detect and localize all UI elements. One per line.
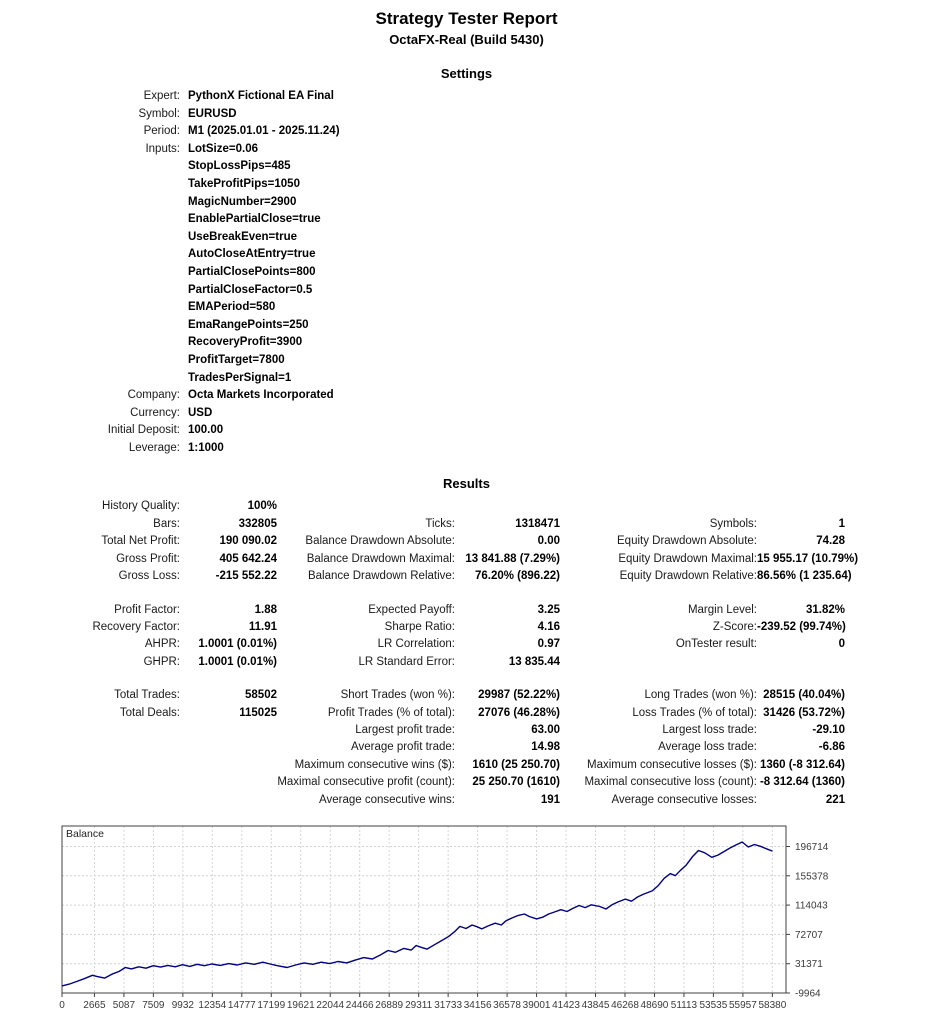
y-tick-label: 155378 <box>795 871 829 883</box>
x-tick-label: 0 <box>59 999 65 1011</box>
result-value: 0.97 <box>537 638 560 651</box>
result-label: Gross Loss: <box>118 570 180 583</box>
result-value: 1.0001 (0.01%) <box>198 655 277 668</box>
settings-row <box>0 334 933 352</box>
settings-row <box>0 229 933 247</box>
setting-label <box>0 211 180 229</box>
result-value: 115025 <box>239 706 277 719</box>
result-value: 86.56% (1 235.64) <box>757 570 852 583</box>
setting-label: Inputs: <box>145 142 180 155</box>
settings-row <box>0 176 933 194</box>
result-label: Profit Trades (% of total): <box>327 706 455 719</box>
result-label: Balance Drawdown Absolute: <box>305 535 455 548</box>
setting-value: USD <box>188 406 213 419</box>
setting-value: 1:1000 <box>188 441 224 454</box>
setting-value: PartialCloseFactor=0.5 <box>188 283 313 296</box>
result-label: Maximum consecutive losses ($): <box>587 758 757 771</box>
result-value: 191 <box>540 793 560 806</box>
x-tick-label: 9932 <box>171 999 194 1011</box>
x-tick-label: 19621 <box>286 999 315 1011</box>
result-value <box>180 774 277 791</box>
result-value: 27076 (46.28%) <box>478 706 560 719</box>
x-tick-label: 53535 <box>699 999 728 1011</box>
y-tick-label: -9964 <box>795 988 821 1000</box>
setting-value: AutoCloseAtEntry=true <box>188 248 316 261</box>
result-label <box>0 739 180 756</box>
settings-row <box>0 317 933 335</box>
settings-row <box>0 194 933 212</box>
x-tick-label: 12354 <box>198 999 227 1011</box>
y-tick-label: 31371 <box>795 959 823 971</box>
x-tick-label: 58380 <box>758 999 787 1011</box>
setting-value: EmaRangePoints=250 <box>188 318 309 331</box>
result-value: 14.98 <box>531 741 560 754</box>
result-value: -6.86 <box>818 741 845 754</box>
result-value: 1360 (-8 312.64) <box>759 758 845 771</box>
setting-value: MagicNumber=2900 <box>188 195 297 208</box>
settings-row <box>0 158 933 176</box>
result-value: 405 642.24 <box>219 552 277 565</box>
setting-value: UseBreakEven=true <box>188 230 297 243</box>
result-value: 13 841.88 (7.29%) <box>465 552 560 565</box>
setting-label <box>0 352 180 370</box>
result-label: Ticks: <box>425 517 455 530</box>
balance-line <box>62 842 772 986</box>
plot-frame <box>62 826 786 993</box>
x-tick-label: 24466 <box>345 999 374 1011</box>
result-value: 31426 (53.72%) <box>763 706 845 719</box>
setting-label: Leverage: <box>128 441 180 454</box>
result-label: GHPR: <box>143 655 180 668</box>
setting-value: M1 (2025.01.01 - 2025.11.24) <box>188 125 340 138</box>
setting-value: StopLossPips=485 <box>188 160 291 173</box>
x-tick-label: 36578 <box>493 999 521 1011</box>
results-heading: Results <box>443 476 490 492</box>
result-label: Balance Drawdown Relative: <box>307 570 455 583</box>
results-spacer <box>0 586 845 602</box>
result-label: LR Standard Error: <box>358 655 455 668</box>
setting-label <box>0 246 180 264</box>
x-tick-label: 34156 <box>463 999 492 1011</box>
result-label: Balance Drawdown Maximal: <box>306 552 455 565</box>
result-label: Long Trades (won %): <box>644 689 757 702</box>
result-label: Z-Score: <box>712 620 757 633</box>
result-label: AHPR: <box>144 638 180 651</box>
settings-row <box>0 141 933 159</box>
setting-label <box>0 229 180 247</box>
result-value: 221 <box>825 793 845 806</box>
x-tick-label: 41423 <box>552 999 580 1011</box>
x-tick-label: 55957 <box>728 999 757 1011</box>
result-label: Margin Level: <box>687 603 757 616</box>
x-tick-label: 31733 <box>434 999 463 1011</box>
x-tick-label: 48690 <box>640 999 669 1011</box>
result-value: 4.16 <box>537 620 560 633</box>
result-value: 28515 (40.04%) <box>763 689 845 702</box>
result-value: 58502 <box>245 689 277 702</box>
x-tick-label: 29311 <box>405 999 433 1011</box>
setting-label <box>0 299 180 317</box>
results-spacer <box>0 671 845 687</box>
result-label <box>0 792 180 809</box>
result-label <box>0 757 180 774</box>
x-tick-label: 5087 <box>112 999 136 1011</box>
y-tick-label: 196714 <box>795 841 829 853</box>
result-label <box>277 498 455 515</box>
result-value: 31.82% <box>805 603 845 616</box>
result-value: 15 955.17 (10.79%) <box>757 552 859 565</box>
result-label: Equity Drawdown Absolute: <box>617 535 757 548</box>
setting-value: EnablePartialClose=true <box>188 213 321 226</box>
result-value: 1 <box>838 517 845 530</box>
result-label: Maximal consecutive loss (count): <box>584 776 757 789</box>
result-label: Total Deals: <box>119 706 180 719</box>
result-value <box>180 792 277 809</box>
result-label: Bars: <box>153 517 180 530</box>
setting-label <box>0 194 180 212</box>
result-label: Average profit trade: <box>351 741 455 754</box>
result-value: 1.0001 (0.01%) <box>198 638 277 651</box>
setting-value: 100.00 <box>188 424 224 437</box>
setting-value: EURUSD <box>188 107 237 120</box>
result-label: Maximum consecutive wins ($): <box>294 758 455 771</box>
result-label: LR Correlation: <box>377 638 455 651</box>
result-value: -215 552.22 <box>215 570 277 583</box>
page-title: Strategy Tester Report <box>375 9 558 28</box>
result-value: 100% <box>247 500 277 513</box>
settings-heading: Settings <box>440 66 493 81</box>
settings-row <box>0 387 933 405</box>
result-value: 0 <box>838 638 845 651</box>
result-label: Symbols: <box>709 517 757 530</box>
setting-value: LotSize=0.06 <box>188 142 258 155</box>
setting-label <box>0 282 180 300</box>
result-value: 76.20% (896.22) <box>474 570 560 583</box>
x-tick-label: 43845 <box>581 999 610 1011</box>
x-tick-label: 22044 <box>316 999 345 1011</box>
balance-chart <box>57 823 879 1017</box>
result-label: Gross Profit: <box>116 552 180 565</box>
result-value: -239.52 (99.74%) <box>757 620 846 633</box>
result-value <box>180 757 277 774</box>
result-value <box>180 722 277 739</box>
setting-label <box>0 264 180 282</box>
x-tick-label: 14777 <box>227 999 256 1011</box>
result-label: Short Trades (won %): <box>340 689 455 702</box>
settings-row <box>0 282 933 300</box>
setting-label <box>0 158 180 176</box>
result-label: History Quality: <box>102 500 180 513</box>
result-label: Average consecutive wins: <box>319 793 455 806</box>
x-tick-label: 7509 <box>142 999 165 1011</box>
result-label: Profit Factor: <box>114 603 180 616</box>
result-label <box>560 498 757 515</box>
settings-row <box>0 405 933 423</box>
result-value: 63.00 <box>531 723 560 736</box>
x-tick-label: 26889 <box>375 999 404 1011</box>
setting-label: Period: <box>143 125 180 138</box>
result-value: 1318471 <box>515 517 560 530</box>
setting-value: RecoveryProfit=3900 <box>188 336 303 349</box>
result-label: Average loss trade: <box>658 741 757 754</box>
settings-row <box>0 88 933 106</box>
result-label: Equity Drawdown Relative: <box>619 570 757 583</box>
result-label: Average consecutive losses: <box>611 793 757 806</box>
result-value: 190 090.02 <box>219 535 277 548</box>
setting-label: Currency: <box>130 406 180 419</box>
x-tick-label: 39001 <box>522 999 551 1011</box>
settings-row <box>0 370 933 388</box>
balance-legend-label: Balance <box>66 827 104 840</box>
y-tick-label: 114043 <box>795 900 828 912</box>
result-label: Sharpe Ratio: <box>384 620 455 633</box>
x-tick-label: 51113 <box>670 999 698 1011</box>
settings-row <box>0 440 933 458</box>
result-value <box>180 739 277 756</box>
setting-value: Octa Markets Incorporated <box>188 389 334 402</box>
setting-label <box>0 334 180 352</box>
result-value <box>455 498 560 515</box>
setting-value: TakeProfitPips=1050 <box>188 177 300 190</box>
balance-chart-svg <box>57 823 879 1017</box>
result-value: 1610 (25 250.70) <box>472 758 560 771</box>
result-value: -8 312.64 (1360) <box>759 776 845 789</box>
result-value: 1.88 <box>254 603 277 616</box>
settings-table <box>0 88 933 457</box>
settings-row <box>0 299 933 317</box>
result-label: Maximal consecutive profit (count): <box>277 776 455 789</box>
result-value: 29987 (52.22%) <box>478 689 560 702</box>
setting-label <box>0 317 180 335</box>
result-value: 25 250.70 (1610) <box>472 776 560 789</box>
result-value <box>757 654 845 671</box>
setting-label: Initial Deposit: <box>107 424 180 437</box>
result-value: 3.25 <box>537 603 560 616</box>
result-label: Recovery Factor: <box>92 620 180 633</box>
setting-label: Expert: <box>143 90 180 102</box>
settings-row <box>0 352 933 370</box>
results-table <box>0 498 859 809</box>
settings-row <box>0 422 933 440</box>
result-label <box>0 722 180 739</box>
setting-label: Company: <box>127 389 180 402</box>
report-subtitle: OctaFX-Real (Build 5430) <box>389 32 544 47</box>
result-value: 74.28 <box>816 535 845 548</box>
settings-row <box>0 264 933 282</box>
result-label: Loss Trades (% of total): <box>632 706 757 719</box>
settings-row <box>0 211 933 229</box>
y-tick-label: 72707 <box>795 929 823 941</box>
settings-row <box>0 106 933 124</box>
result-label: Largest profit trade: <box>355 723 455 736</box>
result-label <box>0 774 180 791</box>
result-label: Expected Payoff: <box>368 603 455 616</box>
result-label: Equity Drawdown Maximal: <box>618 552 757 565</box>
result-label: OnTester result: <box>675 638 757 651</box>
setting-value: EMAPeriod=580 <box>188 301 276 314</box>
settings-row <box>0 123 933 141</box>
result-value: 11.91 <box>248 620 277 633</box>
x-tick-label: 2665 <box>83 999 106 1011</box>
result-value: 13 835.44 <box>508 655 560 668</box>
setting-value: ProfitTarget=7800 <box>188 353 285 366</box>
x-tick-label: 17199 <box>257 999 286 1011</box>
result-value <box>757 498 845 515</box>
x-tick-label: 46268 <box>611 999 639 1011</box>
result-label: Total Trades: <box>114 689 180 702</box>
settings-row <box>0 246 933 264</box>
result-label: Total Net Profit: <box>101 535 180 548</box>
result-value: 332805 <box>238 517 277 530</box>
setting-value: TradesPerSignal=1 <box>188 371 292 384</box>
setting-value: PythonX Fictional EA Final <box>188 90 334 102</box>
setting-label <box>0 176 180 194</box>
result-label: Largest loss trade: <box>662 723 757 736</box>
setting-value: PartialClosePoints=800 <box>188 265 316 278</box>
result-value: 0.00 <box>537 535 560 548</box>
result-label <box>560 654 757 671</box>
setting-label <box>0 370 180 388</box>
setting-label: Symbol: <box>138 107 180 120</box>
result-value: -29.10 <box>812 723 845 736</box>
